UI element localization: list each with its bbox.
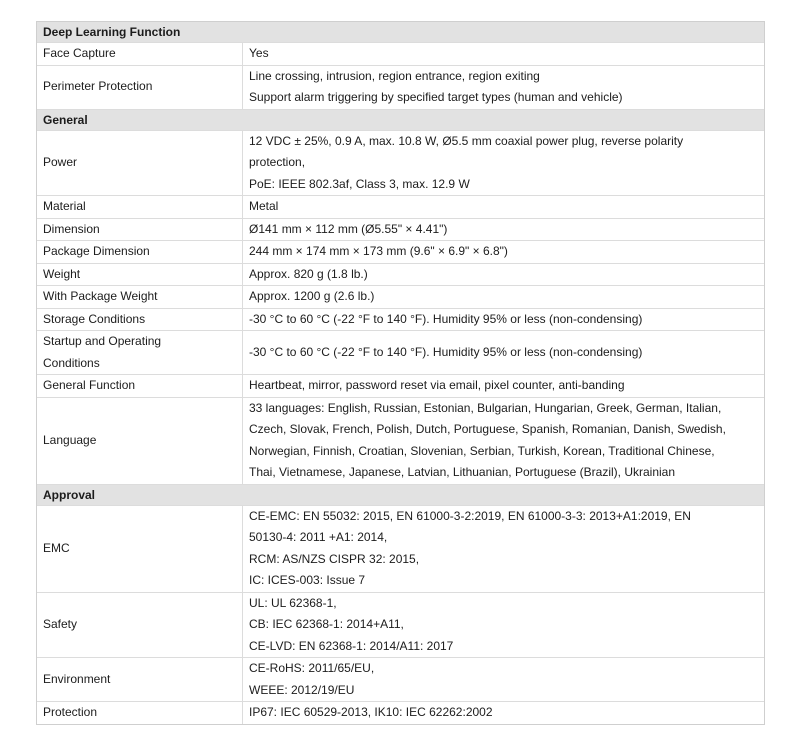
spec-value-line: Heartbeat, mirror, password reset via email, pixel counter, anti-banding (249, 378, 625, 392)
spec-value (243, 398, 764, 484)
spec-section-header: Approval (37, 484, 764, 505)
spec-value (243, 219, 764, 241)
spec-value-line: -30 °C to 60 °C (-22 °F to 140 °F). Humidity 95% or less (non-condensing) (249, 311, 643, 326)
spec-value-line: Thai, Vietnamese, Japanese, Latvian, Lithuanian, Portuguese (Brazil), Ukrainian (249, 465, 676, 479)
spec-label (37, 658, 243, 701)
spec-value (243, 309, 764, 331)
table-row (37, 308, 764, 331)
table-row (37, 285, 764, 308)
spec-value (243, 658, 764, 701)
table-row (37, 592, 764, 658)
spec-label (37, 264, 243, 286)
table-row (37, 657, 764, 701)
spec-table (36, 21, 765, 725)
table-row (37, 218, 764, 241)
spec-value (243, 196, 764, 218)
spec-value-line: RCM: AS/NZS CISPR 32: 2015, (249, 551, 420, 566)
spec-value-line: Support alarm triggering by specified target types (human and vehicle) (249, 90, 623, 104)
spec-value-line: IP67: IEC 60529-2013, IK10: IEC 62262:2002 (249, 705, 493, 719)
spec-label (37, 309, 243, 331)
spec-label (37, 241, 243, 263)
spec-label-line: Material (43, 199, 86, 213)
spec-value-line: Yes (249, 46, 269, 60)
spec-value-line: 50130-4: 2011 +A1: 2014, (249, 530, 388, 544)
table-row (37, 130, 764, 196)
table-row (37, 195, 764, 218)
spec-section-header: Deep Learning Function (37, 22, 764, 42)
spec-value (243, 264, 764, 286)
spec-value-line: Ø141 mm × 112 mm (Ø5.55" × 4.41") (249, 221, 448, 236)
spec-value-line: -30 °C to 60 °C (-22 °F to 140 °F). Humidity 95% or less (non-condensing) (249, 344, 643, 359)
spec-value (243, 506, 764, 592)
spec-value-line: Metal (249, 199, 279, 213)
spec-label (37, 375, 243, 397)
table-row (37, 374, 764, 397)
spec-label-line: Storage Conditions (43, 311, 146, 326)
spec-value-line: Norwegian, Finnish, Croatian, Slovenian, Serbian, Turkish, Korean, Traditional Chinese, (249, 443, 715, 458)
spec-label (37, 196, 243, 218)
spec-label (37, 398, 243, 484)
spec-label-line: EMC (43, 540, 70, 555)
spec-label-line: Safety (43, 617, 78, 631)
spec-label-line: With Package Weight (43, 289, 158, 303)
spec-value-line: Approx. 820 g (1.8 lb.) (249, 266, 368, 281)
spec-label (37, 331, 243, 374)
spec-label-line: Startup and Operating (43, 334, 162, 348)
spec-value (243, 66, 764, 109)
table-row (37, 505, 764, 592)
spec-label (37, 131, 243, 196)
spec-value-line: UL: UL 62368-1, (249, 595, 337, 610)
spec-value (243, 702, 764, 724)
table-row (37, 701, 764, 724)
spec-label-line: Perimeter Protection (43, 79, 153, 94)
spec-label (37, 702, 243, 724)
spec-label-line: General Function (43, 378, 136, 392)
spec-label (37, 506, 243, 592)
spec-label (37, 593, 243, 658)
spec-value-line: 33 languages: English, Russian, Estonian, Bulgarian, Hungarian, Greek, German, Italian, (249, 400, 722, 415)
spec-value-line: 244 mm × 174 mm × 173 mm (9.6" × 6.9" × 6.8") (249, 244, 508, 258)
spec-value-line: CE-LVD: EN 62368-1: 2014/A11: 2017 (249, 638, 454, 653)
spec-value-line: CE-EMC: EN 55032: 2015, EN 61000-3-2:2019, EN 61000-3-3: 2013+A1:2019, EN (249, 508, 691, 523)
table-row (37, 397, 764, 484)
table-row (37, 263, 764, 286)
spec-label (37, 43, 243, 65)
spec-value-line: PoE: IEEE 802.3af, Class 3, max. 12.9 W (249, 176, 470, 191)
spec-value (243, 43, 764, 65)
spec-section-header: General (37, 109, 764, 130)
spec-value (243, 375, 764, 397)
table-row (37, 65, 764, 109)
spec-value (243, 241, 764, 263)
spec-value-line: Approx. 1200 g (2.6 lb.) (249, 289, 375, 303)
spec-label-line: Conditions (43, 355, 100, 370)
spec-value (243, 131, 764, 196)
spec-value-line: Line crossing, intrusion, region entrance, region exiting (249, 68, 540, 83)
spec-value-line: CE-RoHS: 2011/65/EU, (249, 661, 375, 675)
spec-value-line: Czech, Slovak, French, Polish, Dutch, Portuguese, Spanish, Romanian, Danish, Swedish, (249, 422, 726, 436)
spec-value (243, 331, 764, 374)
spec-label-line: Dimension (43, 221, 100, 236)
spec-label (37, 219, 243, 241)
spec-value-line: 12 VDC ± 25%, 0.9 A, max. 10.8 W, Ø5.5 mm coaxial power plug, reverse polarity (249, 133, 684, 148)
table-row (37, 330, 764, 374)
spec-value-line: CB: IEC 62368-1: 2014+A11, (249, 617, 404, 631)
spec-label (37, 66, 243, 109)
spec-label (37, 286, 243, 308)
spec-value (243, 593, 764, 658)
spec-label-line: Package Dimension (43, 244, 150, 258)
spec-label-line: Environment (43, 671, 111, 686)
spec-value-line: WEEE: 2012/19/EU (249, 682, 355, 697)
spec-label-line: Power (43, 155, 78, 169)
spec-value-line: protection, (249, 155, 306, 169)
spec-value (243, 286, 764, 308)
table-row (37, 240, 764, 263)
spec-label-line: Face Capture (43, 46, 116, 60)
table-row (37, 42, 764, 65)
spec-label-line: Weight (43, 266, 81, 281)
spec-label-line: Language (43, 432, 97, 447)
spec-value-line: IC: ICES-003: Issue 7 (249, 573, 366, 587)
spec-label-line: Protection (43, 705, 98, 719)
